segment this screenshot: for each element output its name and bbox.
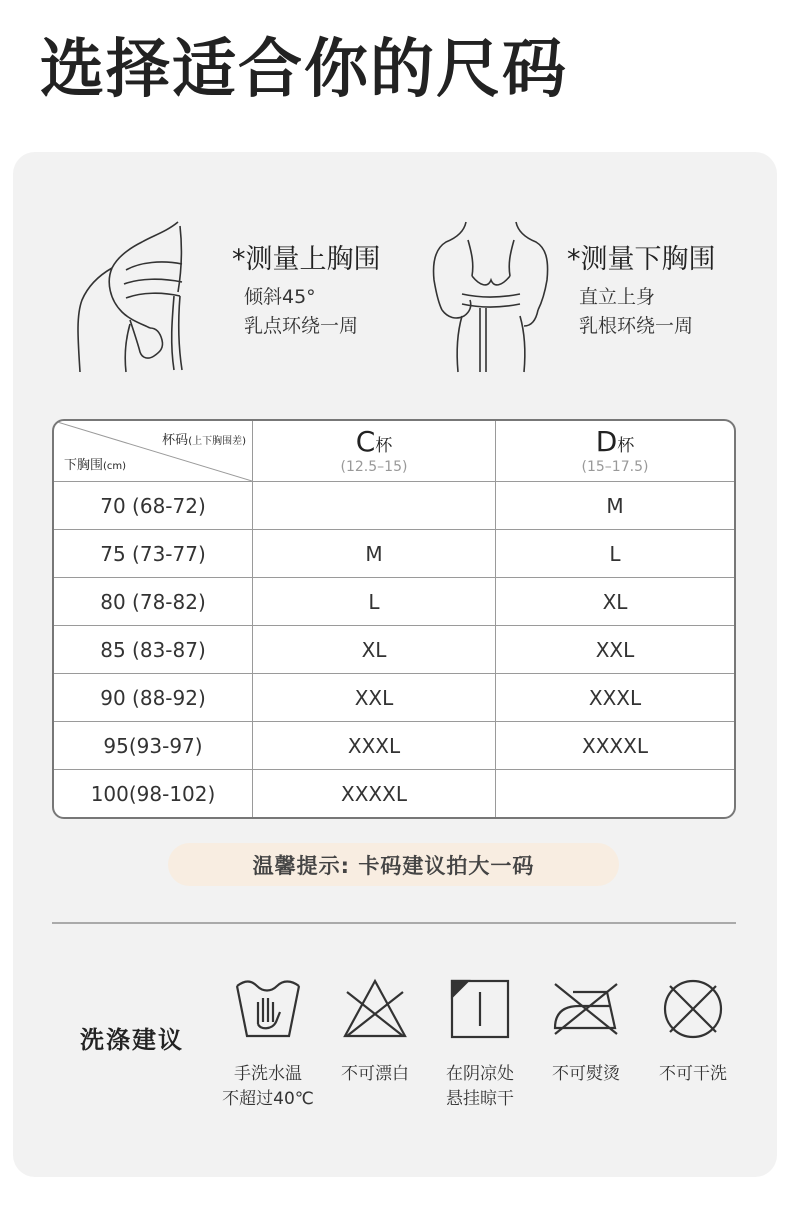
corner-top-note: (上下胸围差) xyxy=(188,436,246,447)
table-row xyxy=(54,721,734,769)
cup-d-cell: XXL xyxy=(495,626,734,673)
upper-bust-line-2: 乳点环绕一周 xyxy=(244,315,359,337)
cup-d-cell: M xyxy=(495,482,734,529)
upper-bust-figure-icon xyxy=(70,220,200,375)
cup-c-suffix: 杯 xyxy=(375,435,393,456)
cup-c-cell: XXXXL xyxy=(252,770,495,817)
no-iron-icon xyxy=(549,978,623,1040)
size-table xyxy=(52,419,736,819)
cup-c-name xyxy=(355,424,393,458)
table-header-row xyxy=(54,421,734,481)
upper-bust-line-1: 倾斜45° xyxy=(244,286,316,308)
table-row xyxy=(54,577,734,625)
band-cell: 80 (78-82) xyxy=(100,589,206,614)
cup-c-range: (12.5–15) xyxy=(340,458,408,475)
care-text xyxy=(420,1062,540,1112)
cup-c-cell: XXXL xyxy=(252,722,495,769)
care-line: 手洗水温 xyxy=(234,1064,302,1084)
cup-d-header xyxy=(495,421,734,481)
band-cell: 100(98-102) xyxy=(90,781,216,806)
table-row xyxy=(54,481,734,529)
cup-c-cell: XL xyxy=(252,626,495,673)
cup-c-cell: L xyxy=(252,578,495,625)
cup-c-letter: C xyxy=(355,424,376,458)
care-item-hand-wash xyxy=(208,978,328,1112)
cup-c-header xyxy=(252,421,495,481)
page-title: 选择适合你的尺码 xyxy=(40,33,568,107)
cup-d-letter: D xyxy=(595,424,618,458)
cup-d-name xyxy=(595,424,635,458)
hand-wash-icon xyxy=(234,978,302,1040)
corner-bottom-note: (cm) xyxy=(103,461,127,472)
care-line: 不可漂白 xyxy=(341,1064,409,1084)
cup-d-suffix: 杯 xyxy=(617,435,635,456)
care-line: 不超过40℃ xyxy=(222,1089,314,1109)
cup-d-range: (15–17.5) xyxy=(581,458,649,475)
band-cell: 95(93-97) xyxy=(103,733,203,758)
care-section-label: 洗涤建议 xyxy=(80,1026,184,1054)
care-line: 不可干洗 xyxy=(659,1064,727,1084)
cup-c-cell: XXL xyxy=(252,674,495,721)
band-cell: 85 (83-87) xyxy=(100,637,206,662)
table-corner-header xyxy=(54,421,252,481)
shade-dry-icon xyxy=(446,978,514,1040)
corner-top-label xyxy=(162,429,246,448)
cup-d-cell: L xyxy=(495,530,734,577)
corner-bottom-label xyxy=(64,454,126,473)
cup-c-cell: M xyxy=(252,530,495,577)
corner-top-text: 杯码 xyxy=(162,433,189,448)
no-dry-clean-icon xyxy=(660,978,726,1040)
under-bust-line-1: 直立上身 xyxy=(579,286,656,308)
cup-d-cell xyxy=(495,770,734,817)
table-row xyxy=(54,625,734,673)
table-row xyxy=(54,529,734,577)
cup-d-cell: XL xyxy=(495,578,734,625)
care-item-shade-dry xyxy=(420,978,540,1112)
no-bleach-icon xyxy=(341,978,409,1040)
cup-d-cell: XXXXL xyxy=(495,722,734,769)
care-item-no-iron xyxy=(526,978,646,1087)
care-text xyxy=(633,1062,753,1087)
care-text xyxy=(208,1062,328,1112)
cup-c-cell xyxy=(252,482,495,529)
band-cell: 90 (88-92) xyxy=(100,685,206,710)
care-line: 不可熨烫 xyxy=(552,1064,620,1084)
band-cell: 75 (73-77) xyxy=(100,541,206,566)
care-line: 在阴凉处 xyxy=(446,1064,514,1084)
table-row xyxy=(54,769,734,817)
upper-bust-title: *测量上胸围 xyxy=(232,244,381,275)
under-bust-figure-icon xyxy=(428,220,553,375)
cup-d-cell: XXXL xyxy=(495,674,734,721)
care-line: 悬挂晾干 xyxy=(446,1089,514,1109)
under-bust-title: *测量下胸围 xyxy=(567,244,716,275)
under-bust-line-2: 乳根环绕一周 xyxy=(579,315,694,337)
care-text xyxy=(526,1062,646,1087)
band-cell: 70 (68-72) xyxy=(100,493,206,518)
care-item-no-dry-clean xyxy=(633,978,753,1087)
table-row xyxy=(54,673,734,721)
care-text xyxy=(315,1062,435,1087)
section-divider xyxy=(52,922,736,924)
care-item-no-bleach xyxy=(315,978,435,1087)
size-tip-banner: 温馨提示: 卡码建议拍大一码 xyxy=(168,843,619,886)
corner-bottom-text: 下胸围 xyxy=(64,458,104,473)
